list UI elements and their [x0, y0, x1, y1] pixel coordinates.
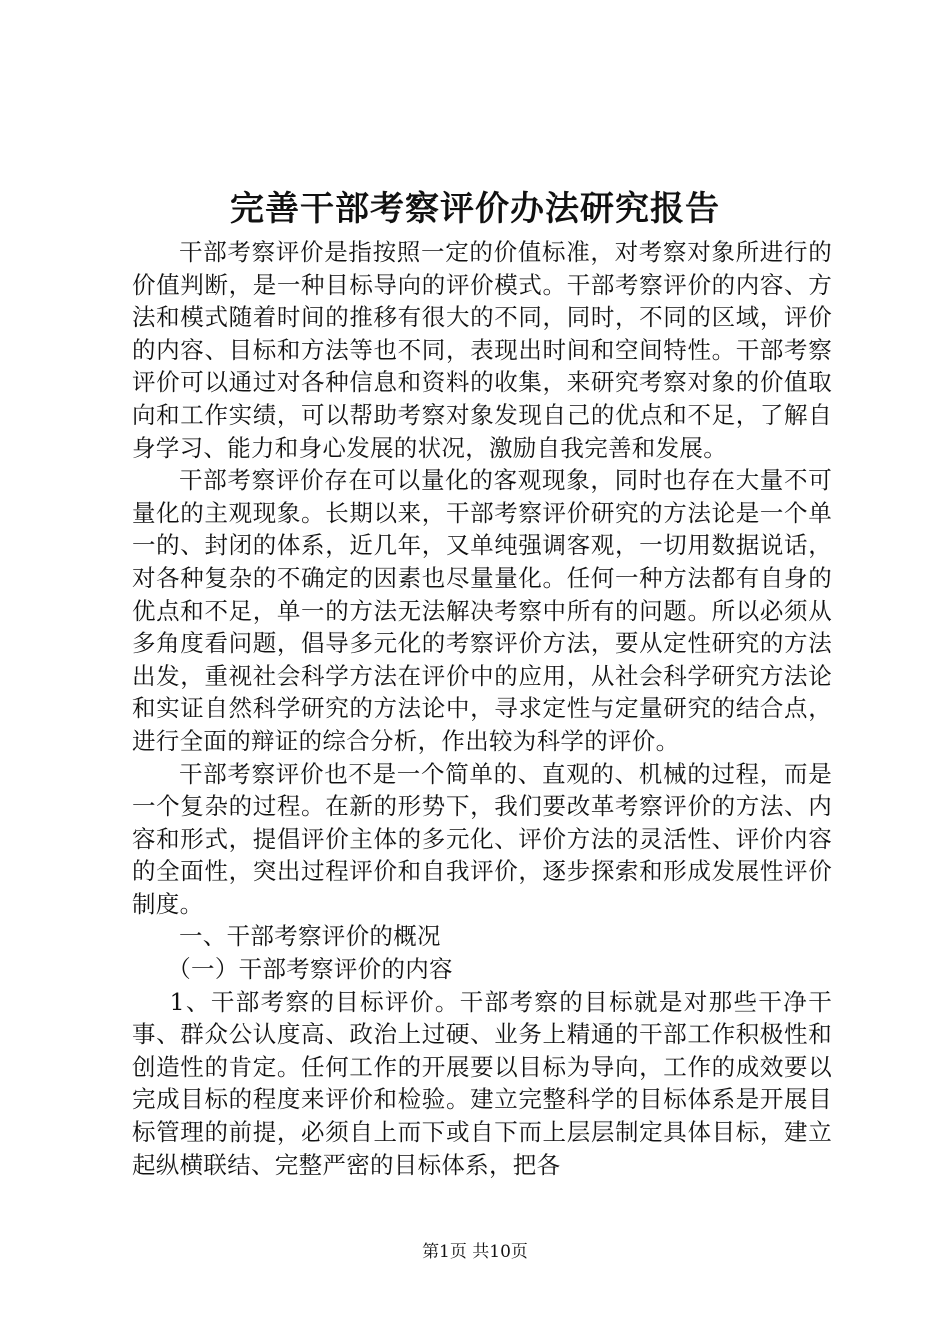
paragraph-1: 干部考察评价是指按照一定的价值标准，对考察对象所进行的价值判断，是一种目标导向的评价模式。干部考察评价的内容、方法和模式随着时间的推移有很大的不同，同时，不同的区域，评价的内容、目标和方法等也不同，表现出时间和空间特性。干部考察评价可以通过对各种信息和资料的收集，来研究考察对象的价值取向和工作实绩，可以帮助考察对象发现自己的优点和不足，了解自身学习、能力和身心发展的状况，激励自我完善和发展。 — [132, 238, 832, 462]
paragraph-2: 干部考察评价存在可以量化的客观现象，同时也存在大量不可量化的主观现象。长期以来，干部考察评价研究的方法论是一个单一的、封闭的体系，近几年，又单纯强调客观，一切用数据说话，对各种复杂的不确定的因素也尽量量化。任何一种方法都有自身的优点和不足，单一的方法无法解决考察中所有的问题。所以必须从多角度看问题，倡导多元化的考察评价方法，要从定性研究的方法出发，重视社会科学方法在评价中的应用，从社会科学研究方法论和实证自然科学研究的方法论中，寻求定性与定量研究的结合点，进行全面的辩证的综合分析，作出较为科学的评价。 — [132, 466, 832, 755]
paragraph-3: 干部考察评价也不是一个简单的、直观的、机械的过程，而是一个复杂的过程。在新的形势下，我们要改革考察评价的方法、内容和形式，提倡评价主体的多元化、评价方法的灵活性、评价内容的全面性，突出过程评价和自我评价，逐步探索和形成发展性评价制度。 — [132, 759, 832, 918]
subsection-heading: （一）干部考察评价的内容 — [167, 955, 453, 984]
section-heading: 一、干部考察评价的概况 — [179, 922, 441, 951]
document-title: 完善干部考察评价办法研究报告 — [230, 189, 720, 229]
document-body — [132, 236, 832, 1181]
page-footer: 第1页 共10页 — [422, 1242, 528, 1262]
list-item-1: 1、干部考察的目标评价。干部考察的目标就是对那些干净干事、群众公认度高、政治上过硬、业务上精通的干部工作积极性和创造性的肯定。任何工作的开展要以目标为导向，工作的成效要以完成目标的程度来评价和检验。建立完整科学的目标体系是开展目标管理的前提，必须自上而下或自下而上层层制定具体目标，建立起纵横联结、完整严密的目标体系，把各 — [132, 987, 832, 1179]
